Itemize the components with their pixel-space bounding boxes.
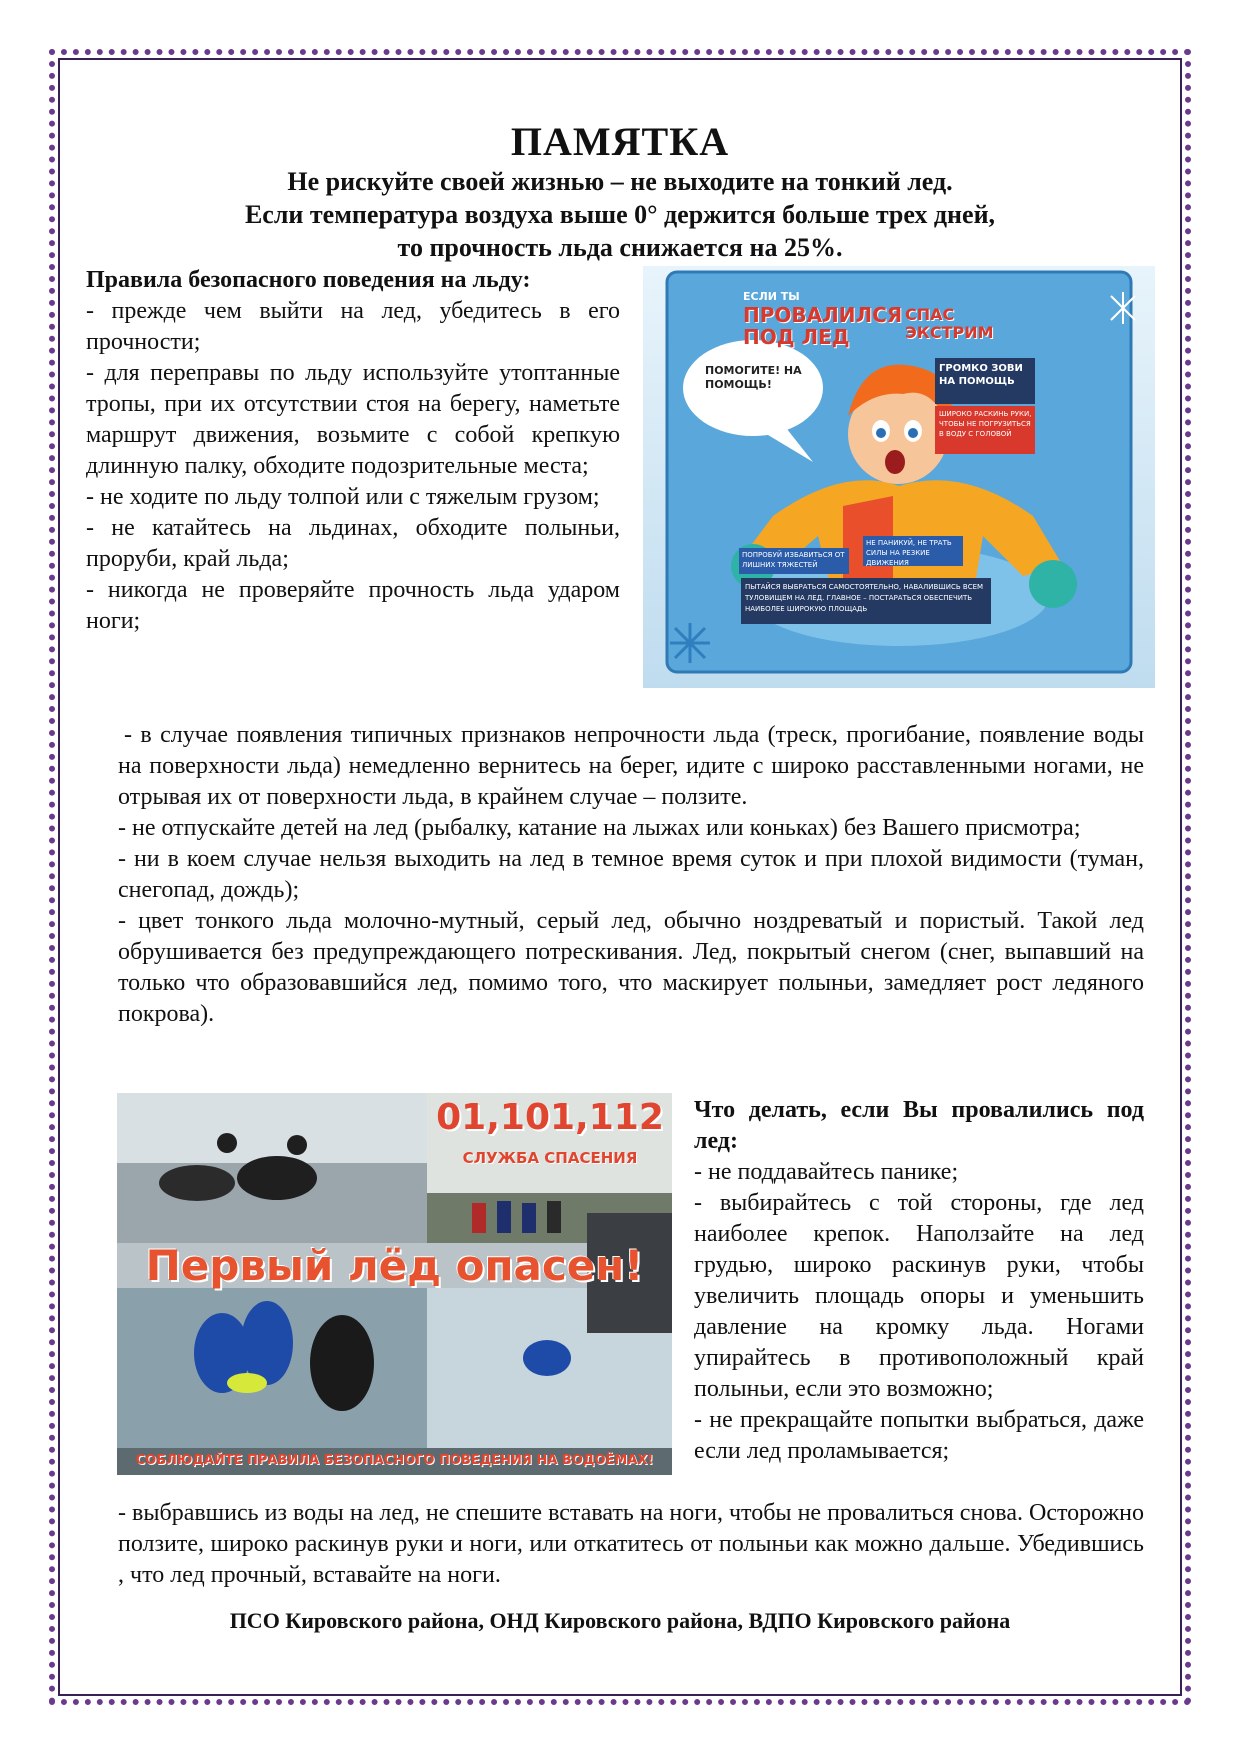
- poster-footer-text: СОБЛЮДАЙТЕ ПРАВИЛА БЕЗОПАСНОГО ПОВЕДЕНИЯ НА ВОДОЁМАХ!: [135, 1453, 654, 1468]
- rule-item: - не катайтесь на льдинах, обходите полыньи, проруби, край льда;: [86, 515, 620, 572]
- middle-rules: [118, 720, 1144, 1030]
- first-ice-poster: [117, 1093, 672, 1475]
- poster-box-self-rescue: ПЫТАЙСЯ ВЫБРАТЬСЯ САМОСТОЯТЕЛЬНО, НАВАЛИВШИСЬ ВСЕМ ТУЛОВИЩЕМ НА ЛЕД. ГЛАВНОЕ – ПОСТАРАТЬСЯ ОБЕСПЕЧИТЬ НАИБОЛЕЕ ШИРОКУЮ ПЛОЩАДЬ: [745, 583, 984, 613]
- rules-heading: Правила безопасного поведения на льду:: [86, 267, 531, 293]
- middle-item: - в случае появления типичных признаков непрочности льда (треск, прогибание, появление воды на поверхности льда) немедленно вернитесь на берег, идите с широко расставленными ногами, не отрывая их от поверхности льда, в крайнем случае – ползите.: [118, 722, 1144, 810]
- fallen-item: - не поддавайтесь панике;: [694, 1159, 959, 1185]
- snowflake-icon: [670, 623, 710, 663]
- rule-item: - не ходите по льду толпой или с тяжелым грузом;: [86, 484, 600, 510]
- footer-organizations: ПСО Кировского района, ОНД Кировского района, ВДПО Кировского района: [229, 1608, 1011, 1633]
- poster-bubble-text: ПОМОГИТЕ! НА ПОМОЩЬ!: [705, 364, 802, 391]
- fallen-heading: Что делать, если Вы провалились под лед:: [694, 1097, 1144, 1154]
- poster-service-label: СЛУЖБА СПАСЕНИЯ: [462, 1149, 638, 1167]
- poster-slogan: Первый лёд опасен!: [145, 1241, 644, 1290]
- warning-line-1: Не рискуйте своей жизнью – не выходите на тонкий лед.: [287, 167, 953, 196]
- poster-box-no-panic: НЕ ПАНИКУЙ, НЕ ТРАТЬ СИЛЫ НА РЕЗКИЕ ДВИЖЕНИЯ: [866, 539, 952, 567]
- warning-line-2: Если температура воздуха выше 0° держится больше трех дней,: [244, 200, 996, 229]
- poster-phone-numbers: 01,101,112: [436, 1097, 664, 1138]
- poster-brand: СПАС ЭКСТРИМ: [905, 305, 994, 342]
- rule-item: - для переправы по льду используйте утоптанные тропы, при их отсутствии стоя на берегу, наметьте маршрут движения, возьмите с собой крепкую длинную палку, обходите подозрительные места;: [86, 360, 620, 479]
- rules-section: [86, 265, 620, 637]
- poster-top-small: ЕСЛИ ТЫ: [743, 290, 800, 303]
- poster-box-remove-weight: ПОПРОБУЙ ИЗБАВИТЬСЯ ОТ ЛИШНИХ ТЯЖЕСТЕЙ: [742, 551, 845, 569]
- fallen-item: - выбирайтесь с той стороны, где лед наиболее крепок. Наползайте на лед грудью, широко раскинув руки, чтобы увеличить площадь опоры и уменьшить давление на кромку льда. Ногами упирайтесь в противоположный край полыньи, если это возможно;: [694, 1190, 1144, 1402]
- middle-item: - не отпускайте детей на лед (рыбалку, катание на лыжах или коньках) без Вашего присмотра;: [118, 815, 1081, 841]
- rule-item: - никогда не проверяйте прочность льда ударом ноги;: [86, 577, 620, 634]
- fallen-item: - не прекращайте попытки выбраться, даже если лед проламывается;: [694, 1407, 1144, 1464]
- middle-item: - ни в коем случае нельзя выходить на лед в темное время суток и при плохой видимости (туман, снегопад, дождь);: [118, 846, 1144, 903]
- ice-safety-poster: [643, 266, 1155, 688]
- poster-box-spread-arms: ШИРОКО РАСКИНЬ РУКИ, ЧТОБЫ НЕ ПОГРУЗИТЬСЯ В ВОДУ С ГОЛОВОЙ: [939, 410, 1032, 438]
- poster-box-call-help: ГРОМКО ЗОВИ НА ПОМОЩЬ: [939, 363, 1023, 387]
- warning-line-3: то прочность льда снижается на 25%.: [397, 233, 843, 262]
- rule-item: - прежде чем выйти на лед, убедитесь в его прочности;: [86, 298, 620, 355]
- page-title: ПАМЯТКА: [510, 119, 730, 164]
- fallen-section: [694, 1095, 1144, 1467]
- middle-item: - цвет тонкого льда молочно-мутный, серый лед, обычно ноздреватый и пористый. Такой лед обрушивается без предупреждающего потрескивания. Лед, покрытый снегом (снег, выпавший на только что образовавшийся лед, помимо того, что маскирует полыньи, замедляет рост ледяного покрова).: [118, 908, 1144, 1027]
- poster-headline: ПРОВАЛИЛСЯ ПОД ЛЕД: [743, 303, 903, 349]
- ice-safety-poster-art: [643, 266, 1155, 688]
- final-paragraph: - выбравшись из воды на лед, не спешите вставать на ноги, чтобы не провалиться снова. Осторожно ползите, широко раскинув руки и ноги, или откатитесь от полыньи как можно дальше. Убедившись , что лед прочный, вставайте на ноги.: [118, 1500, 1144, 1588]
